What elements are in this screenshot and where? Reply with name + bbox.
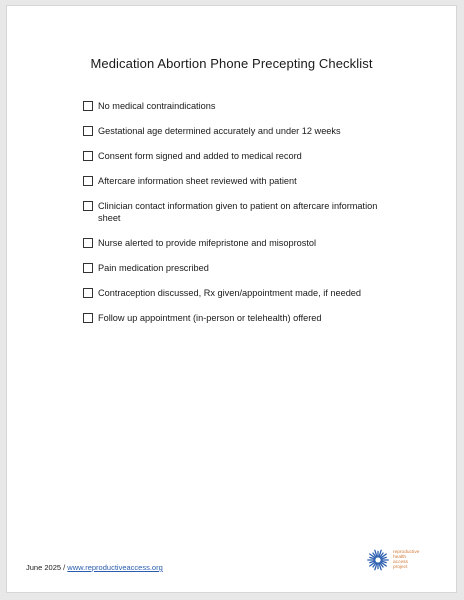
checklist-item-label: Pain medication prescribed [98,263,209,273]
checklist-item [83,100,395,112]
page-title: Medication Abortion Phone Precepting Checklist [90,56,373,71]
checkbox[interactable] [83,313,93,323]
checkbox[interactable] [83,126,93,136]
logo-line: project [393,565,408,571]
logo-sunburst-icon [367,549,389,571]
checklist-item [83,237,395,249]
checkbox[interactable] [83,263,93,273]
checklist-item [83,287,395,299]
logo-line: health [393,554,407,560]
checklist-item-label: Aftercare information sheet reviewed with patient [98,176,297,186]
organization-logo [367,549,419,571]
checklist-item [83,125,395,137]
checklist-item-label: No medical contraindications [98,101,216,111]
website-link[interactable]: www.reproductiveaccess.org [67,563,163,572]
checklist-item [83,312,395,324]
checkbox[interactable] [83,101,93,111]
checklist-item-label: Consent form signed and added to medical record [98,151,302,161]
checklist-item-label: Clinician contact information given to patient on aftercare information sheet [98,201,378,223]
checkbox[interactable] [83,201,93,211]
checklist-item [83,200,395,224]
logo-line: reproductive [393,549,420,555]
logo-line: access [393,560,408,565]
footer [26,563,163,572]
checkbox[interactable] [83,176,93,186]
footer-date: June 2025 / [26,563,68,572]
checkbox[interactable] [83,238,93,248]
document-page [6,5,457,593]
checklist-item-label: Follow up appointment (in-person or telehealth) offered [98,313,322,323]
checklist-item-label: Gestational age determined accurately and under 12 weeks [98,126,341,136]
logo-wordmark [393,550,419,571]
checkbox[interactable] [83,288,93,298]
checklist [83,100,395,324]
checkbox[interactable] [83,151,93,161]
checklist-item [83,262,395,274]
checklist-item [83,175,395,187]
checklist-item [83,150,395,162]
checklist-item-label: Nurse alerted to provide mifepristone and misoprostol [98,238,317,248]
checklist-item-label: Contraception discussed, Rx given/appointment made, if needed [98,288,362,298]
